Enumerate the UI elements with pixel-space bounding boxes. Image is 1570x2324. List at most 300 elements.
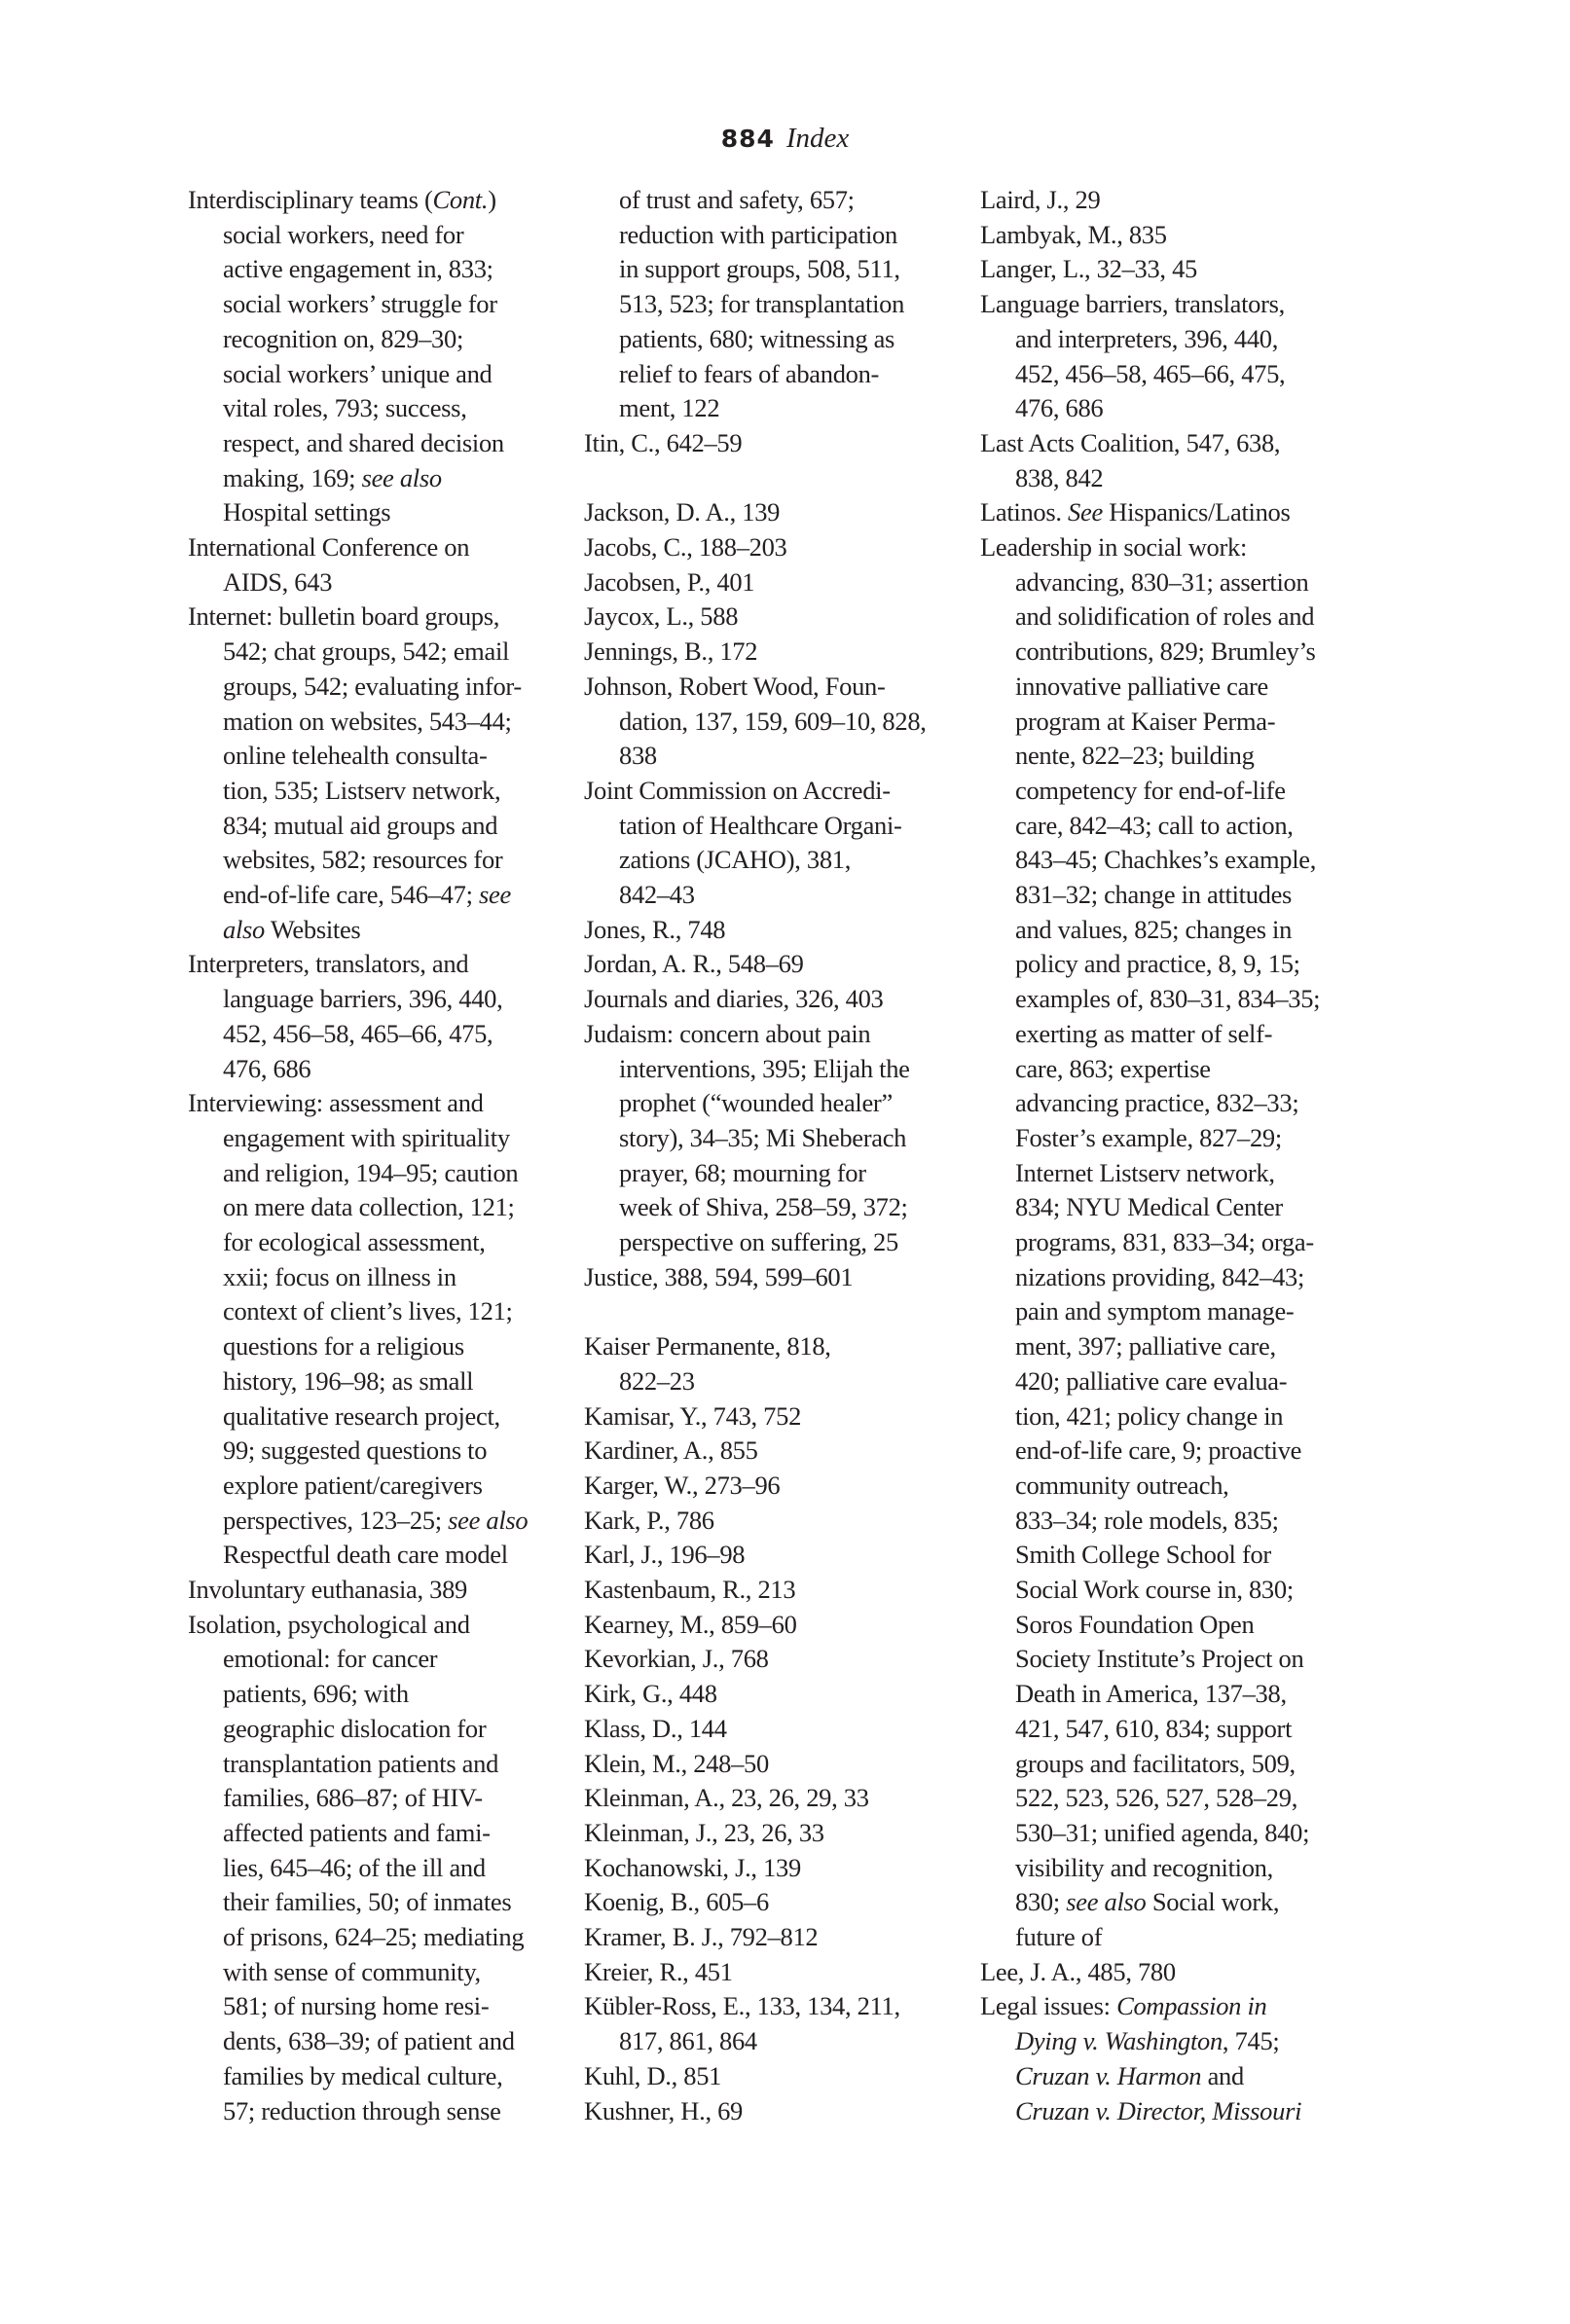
index-subentry-line <box>619 738 657 773</box>
index-subentry-line <box>223 773 500 808</box>
index-entry-line <box>584 634 757 669</box>
entry-text: Kochanowski, J., 139 <box>584 1852 801 1882</box>
index-subentry-line <box>223 669 522 704</box>
italic-text: Cruzan v. Harmon <box>1015 2060 1202 2090</box>
index-entry-line <box>584 1676 717 1711</box>
index-subentry-line <box>223 912 360 947</box>
entry-text: explore patient/caregivers <box>223 1470 483 1500</box>
index-subentry-line <box>1015 564 1308 599</box>
index-subentry-line <box>1015 981 1320 1016</box>
entry-text: tation of Healthcare Organi- <box>619 810 902 840</box>
entry-text: families by medical culture, <box>223 2060 503 2090</box>
entry-text: pain and symptom manage- <box>1015 1296 1295 1326</box>
entry-text: social workers’ unique and <box>223 358 493 388</box>
index-subentry-line <box>223 1189 515 1224</box>
index-subentry-line <box>223 1815 491 1850</box>
index-subentry-line <box>1015 460 1103 495</box>
entry-text: 513, 523; for transplantation <box>619 289 905 319</box>
entry-text: Jacobsen, P., 401 <box>584 566 755 597</box>
index-subentry-line <box>619 286 904 321</box>
entry-text: 530–31; unified agenda, 840; <box>1015 1817 1310 1847</box>
entry-text: end-of-life care, 546–47; <box>223 880 479 909</box>
entry-text: Death in America, 137–38, <box>1015 1679 1287 1709</box>
index-subentry-line <box>1015 1850 1273 1885</box>
entry-text: AIDS, 643 <box>223 566 333 597</box>
index-entry-line <box>584 1607 797 1642</box>
index-subentry-line <box>1015 1259 1304 1294</box>
index-entry-line <box>980 1954 1176 1989</box>
entry-text: perspective on suffering, 25 <box>619 1227 898 1256</box>
entry-text: ) <box>488 185 496 214</box>
index-subentry-line <box>619 217 897 252</box>
index-entry-line <box>584 1398 801 1434</box>
index-subentry-line <box>1015 669 1268 704</box>
index-entry-line <box>584 425 742 460</box>
index-subentry-line <box>619 842 851 877</box>
entry-text: care, 863; expertise <box>1015 1053 1211 1083</box>
index-entry-line <box>980 251 1197 286</box>
index-entry-line <box>584 773 891 808</box>
entry-text: 838, 842 <box>1015 462 1104 492</box>
entry-text: community outreach, <box>1015 1470 1229 1500</box>
entry-text: history, 196–98; as small <box>223 1365 474 1396</box>
index-subentry-line <box>1015 1293 1294 1328</box>
index-subentry-line <box>1015 1051 1211 1086</box>
index-subentry-line <box>1015 1398 1283 1434</box>
index-entry-line <box>584 1815 824 1850</box>
index-subentry-line <box>223 1746 498 1781</box>
index-entry-line <box>584 1850 801 1885</box>
index-subentry-line <box>223 1884 511 1919</box>
entry-text: perspectives, 123–25; <box>223 1505 449 1535</box>
entry-text: 817, 861, 864 <box>619 2026 757 2056</box>
index-entry-line <box>584 2058 721 2093</box>
index-subentry-line <box>223 1954 481 1989</box>
italic-text: See <box>1068 497 1103 527</box>
italic-text: see also <box>361 462 442 492</box>
italic-text: see <box>478 880 511 909</box>
index-subentry-line <box>1015 1884 1279 1919</box>
index-entry-line <box>584 1537 745 1572</box>
entry-text: examples of, 830–31, 834–35; <box>1015 984 1321 1014</box>
entry-text: ment, 397; palliative care, <box>1015 1331 1276 1362</box>
entry-text: Kuhl, D., 851 <box>584 2060 722 2090</box>
index-entry-line <box>584 1503 714 1538</box>
entry-text: prophet (“wounded healer” <box>619 1088 893 1118</box>
index-subentry-line <box>223 634 509 669</box>
index-subentry-line <box>1015 1711 1292 1746</box>
index-subentry-line <box>1015 634 1316 669</box>
entry-text: and solidification of roles and <box>1015 601 1315 632</box>
entry-text: websites, 582; resources for <box>223 845 503 875</box>
entry-text: Karger, W., 273–96 <box>584 1470 781 1500</box>
index-subentry-line <box>223 460 442 495</box>
index-subentry-line <box>1015 1676 1287 1711</box>
entry-text: social workers, need for <box>223 219 464 249</box>
entry-text: Johnson, Robert Wood, Foun- <box>584 671 886 701</box>
index-subentry-line <box>223 1503 528 1538</box>
entry-text: Judaism: concern about pain <box>584 1018 871 1048</box>
entry-text: Legal issues: <box>980 1991 1117 2021</box>
index-subentry-line <box>619 2023 757 2058</box>
index-entry-line <box>980 286 1285 321</box>
entry-text: groups, 542; evaluating infor- <box>223 671 522 701</box>
entry-text: online telehealth consulta- <box>223 741 488 771</box>
index-entry-line <box>584 1468 780 1503</box>
entry-text: of trust and safety, 657; <box>619 185 855 214</box>
entry-text: Kirk, G., 448 <box>584 1679 717 1709</box>
entry-text: 834; NYU Medical Center <box>1015 1192 1283 1222</box>
entry-text: Jordan, A. R., 548–69 <box>584 949 804 979</box>
entry-text: questions for a religious <box>223 1331 464 1362</box>
index-subentry-line <box>223 1016 493 1051</box>
entry-text: Internet: bulletin board groups, <box>188 601 500 632</box>
entry-text: Language barriers, translators, <box>980 289 1285 319</box>
index-subentry-line <box>1015 390 1103 425</box>
index-subentry-line <box>223 1850 486 1885</box>
entry-text: vital roles, 793; success, <box>223 393 467 423</box>
entry-text: respect, and shared decision <box>223 427 504 457</box>
index-subentry-line <box>1015 2023 1280 2058</box>
index-subentry-line <box>1015 1120 1282 1155</box>
entry-text: transplantation patients and <box>223 1748 499 1778</box>
index-subentry-line <box>223 981 502 1016</box>
entry-text: engagement with spirituality <box>223 1122 510 1152</box>
entry-text: Kaiser Permanente, 818, <box>584 1331 831 1362</box>
index-entry-line <box>584 1988 900 2023</box>
entry-text: 421, 547, 610, 834; support <box>1015 1713 1293 1743</box>
index-subentry-line <box>223 1259 456 1294</box>
page-number: 884 <box>720 125 775 153</box>
entry-text: 476, 686 <box>1015 393 1104 423</box>
index-subentry-line <box>223 494 390 529</box>
entry-text: nente, 822–23; building <box>1015 741 1255 771</box>
entry-text: Leadership in social work: <box>980 532 1248 562</box>
index-subentry-line <box>223 356 493 391</box>
entry-text: Jones, R., 748 <box>584 914 726 944</box>
entry-text: zations (JCAHO), 381, <box>619 845 852 875</box>
entry-text: Smith College School for <box>1015 1540 1271 1570</box>
index-subentry-line <box>223 704 512 739</box>
index-subentry-line <box>1015 1780 1297 1815</box>
entry-text: 581; of nursing home resi- <box>223 1991 490 2021</box>
entry-text: Hispanics/Latinos <box>1102 497 1291 527</box>
entry-text: Itin, C., 642–59 <box>584 427 743 457</box>
index-subentry-line <box>223 1293 513 1328</box>
index-subentry-line <box>1015 1607 1254 1642</box>
index-subentry-line <box>1015 1224 1314 1259</box>
index-entry-line <box>188 529 469 564</box>
entry-text: nizations providing, 842–43; <box>1015 1261 1305 1291</box>
index-subentry-line <box>223 1676 409 1711</box>
index-entry-line <box>584 1641 769 1676</box>
index-subentry-line <box>223 1537 508 1572</box>
entry-text: 420; palliative care evalua- <box>1015 1365 1288 1396</box>
entry-text: 522, 523, 526, 527, 528–29, <box>1015 1783 1298 1813</box>
entry-text: mation on websites, 543–44; <box>223 706 512 736</box>
index-entry-line <box>584 494 780 529</box>
index-subentry-line <box>223 1988 489 2023</box>
index-entry-line <box>584 1780 869 1815</box>
entry-text: Journals and diaries, 326, 403 <box>584 984 884 1014</box>
entry-text: Kushner, H., 69 <box>584 2095 743 2125</box>
index-entry-line <box>584 1433 758 1468</box>
entry-text: tion, 535; Listserv network, <box>223 775 501 805</box>
italic-text: also <box>223 914 265 944</box>
entry-text: Kevorkian, J., 768 <box>584 1644 769 1674</box>
entry-text: Kark, P., 786 <box>584 1505 714 1535</box>
index-subentry-line <box>1015 2093 1301 2128</box>
index-entry-line <box>584 1572 795 1607</box>
entry-text: Jaycox, L., 588 <box>584 601 739 632</box>
section-title: Index <box>785 123 850 154</box>
index-subentry-line <box>619 356 879 391</box>
index-subentry-line <box>223 1780 483 1815</box>
entry-text: Social Work course in, 830; <box>1015 1575 1294 1604</box>
index-subentry-line <box>619 877 695 912</box>
entry-text: International Conference on <box>188 532 470 562</box>
entry-text: 842–43 <box>619 880 695 909</box>
entry-text: 831–32; change in attitudes <box>1015 880 1293 909</box>
index-entry-line <box>188 946 468 981</box>
entry-text: Lee, J. A., 485, 780 <box>980 1956 1176 1986</box>
index-entry-line <box>584 1711 727 1746</box>
entry-text: Justice, 388, 594, 599–601 <box>584 1261 854 1291</box>
index-entry-line <box>584 1954 733 1989</box>
index-subentry-line <box>223 564 332 599</box>
entry-text: recognition on, 829–30; <box>223 323 464 353</box>
index-subentry-line <box>223 877 511 912</box>
entry-text: Isolation, psychological and <box>188 1609 470 1639</box>
entry-text: Kreier, R., 451 <box>584 1956 733 1986</box>
italic-text: Dying v. Washington <box>1015 2026 1223 2056</box>
entry-text: qualitative research project, <box>223 1400 500 1431</box>
entry-text: xxii; focus on illness in <box>223 1261 456 1291</box>
index-subentry-line <box>619 808 902 843</box>
index-subentry-line <box>1015 912 1292 947</box>
index-subentry-line <box>1015 321 1278 356</box>
italic-text: Cruzan v. Director, Missouri <box>1015 2095 1302 2125</box>
entry-text: reduction with participation <box>619 219 897 249</box>
entry-text: emotional: for cancer <box>223 1644 438 1674</box>
index-entry-line <box>980 1988 1266 2023</box>
entry-text: policy and practice, 8, 9, 15; <box>1015 949 1300 979</box>
entry-text: and interpreters, 396, 440, <box>1015 323 1279 353</box>
index-subentry-line <box>619 182 855 217</box>
entry-text: exerting as matter of self- <box>1015 1018 1273 1048</box>
index-subentry-line <box>1015 1189 1283 1224</box>
index-subentry-line <box>1015 599 1314 634</box>
index-entry-line <box>584 529 787 564</box>
index-subentry-line <box>1015 1328 1276 1363</box>
entry-text: 542; chat groups, 542; email <box>223 636 510 667</box>
entry-text: 834; mutual aid groups and <box>223 810 498 840</box>
entry-text: 833–34; role models, 835; <box>1015 1505 1279 1535</box>
index-entry-line <box>584 1016 870 1051</box>
index-subentry-line <box>1015 738 1255 773</box>
entry-text: Social work, <box>1146 1887 1280 1917</box>
entry-text: Kardiner, A., 855 <box>584 1435 758 1466</box>
entry-text: on mere data collection, 121; <box>223 1192 515 1222</box>
entry-text: competency for end-of-life <box>1015 775 1286 805</box>
index-subentry-line <box>223 1468 483 1503</box>
entry-text: Jacobs, C., 188–203 <box>584 532 787 562</box>
entry-text: in support groups, 508, 511, <box>619 254 900 284</box>
entry-text: groups and facilitators, 509, <box>1015 1748 1296 1778</box>
index-subentry-line <box>223 2058 502 2093</box>
index-subentry-line <box>223 1919 524 1954</box>
index-subentry-line <box>223 1051 310 1086</box>
entry-text: of prisons, 624–25; mediating <box>223 1922 525 1951</box>
entry-text: and religion, 194–95; caution <box>223 1157 519 1187</box>
entry-text: Langer, L., 32–33, 45 <box>980 254 1197 284</box>
index-subentry-line <box>619 704 927 739</box>
entry-text: Interdisciplinary teams ( <box>188 185 433 214</box>
entry-text: Kearney, M., 859–60 <box>584 1609 797 1639</box>
entry-text: Laird, J., 29 <box>980 185 1101 214</box>
entry-text: prayer, 68; mourning for <box>619 1157 866 1187</box>
index-entry-line <box>980 494 1291 529</box>
entry-text: Interpreters, translators, and <box>188 949 469 979</box>
index-subentry-line <box>223 321 463 356</box>
index-entry-line <box>584 1328 831 1363</box>
entry-text: affected patients and fami- <box>223 1817 491 1847</box>
entry-text: with sense of community, <box>223 1956 481 1986</box>
index-subentry-line <box>223 738 488 773</box>
index-subentry-line <box>1015 1815 1309 1850</box>
index-subentry-line <box>223 1641 437 1676</box>
entry-text: 843–45; Chachkes’s example, <box>1015 845 1317 875</box>
index-subentry-line <box>223 1224 486 1259</box>
index-subentry-line <box>1015 704 1275 739</box>
index-subentry-line <box>619 1224 898 1259</box>
index-entry-line <box>584 946 804 981</box>
entry-text: advancing, 830–31; assertion <box>1015 566 1309 597</box>
index-entry-line <box>584 981 883 1016</box>
index-subentry-line <box>223 1155 518 1190</box>
index-entry-line <box>188 182 496 217</box>
entry-text: and <box>1201 2060 1244 2090</box>
index-entry-line <box>980 529 1247 564</box>
entry-text: geographic dislocation for <box>223 1713 487 1743</box>
entry-text: patients, 680; witnessing as <box>619 323 895 353</box>
entry-text: families, 686–87; of HIV- <box>223 1783 483 1813</box>
entry-text: Kramer, B. J., 792–812 <box>584 1922 819 1951</box>
index-subentry-line <box>1015 356 1285 391</box>
entry-text: Kastenbaum, R., 213 <box>584 1575 796 1604</box>
index-subentry-line <box>1015 1572 1294 1607</box>
index-subentry-line <box>619 1155 866 1190</box>
index-subentry-line <box>1015 2058 1244 2093</box>
index-subentry-line <box>1015 1085 1298 1120</box>
index-entry-line <box>188 1572 467 1607</box>
entry-text: context of client’s lives, 121; <box>223 1296 513 1326</box>
entry-text: 452, 456–58, 465–66, 475, <box>223 1018 493 1048</box>
index-entry-line <box>188 1607 470 1642</box>
entry-text: 99; suggested questions to <box>223 1435 488 1466</box>
entry-text: 476, 686 <box>223 1053 311 1083</box>
italic-text: see also <box>1066 1887 1147 1917</box>
italic-text: Compassion in <box>1116 1991 1267 2021</box>
entry-text: their families, 50; of inmates <box>223 1887 512 1917</box>
entry-text: story), 34–35; Mi Sheberach <box>619 1122 907 1152</box>
entry-text: Websites <box>264 914 361 944</box>
entry-text: Last Acts Coalition, 547, 638, <box>980 427 1281 457</box>
index-subentry-line <box>1015 1537 1271 1572</box>
entry-text: contributions, 829; Brumley’s <box>1015 636 1316 667</box>
entry-text: program at Kaiser Perma- <box>1015 706 1276 736</box>
index-subentry-line <box>1015 1016 1272 1051</box>
entry-text: interventions, 395; Elijah the <box>619 1053 910 1083</box>
entry-text: Kleinman, A., 23, 26, 29, 33 <box>584 1783 869 1813</box>
entry-text: Jennings, B., 172 <box>584 636 758 667</box>
index-subentry-line <box>1015 877 1292 912</box>
entry-text: Latinos. <box>980 497 1069 527</box>
index-subentry-line <box>619 1363 695 1398</box>
entry-text: ment, 122 <box>619 393 720 423</box>
index-subentry-line <box>1015 1155 1275 1190</box>
index-subentry-line <box>223 251 493 286</box>
entry-text: 830; <box>1015 1887 1067 1917</box>
index-subentry-line <box>1015 1433 1301 1468</box>
index-subentry-line <box>1015 842 1316 877</box>
index-entry-line <box>584 1259 853 1294</box>
entry-text: relief to fears of abandon- <box>619 358 880 388</box>
entry-text: 452, 456–58, 465–66, 475, <box>1015 358 1286 388</box>
index-subentry-line <box>619 390 719 425</box>
entry-text: Kamisar, Y., 743, 752 <box>584 1400 802 1431</box>
entry-text: programs, 831, 833–34; orga- <box>1015 1227 1314 1256</box>
index-subentry-line <box>619 251 900 286</box>
entry-text: Respectful death care model <box>223 1540 508 1570</box>
entry-text: social workers’ struggle for <box>223 289 497 319</box>
entry-text: Foster’s example, 827–29; <box>1015 1122 1282 1152</box>
index-subentry-line <box>223 842 502 877</box>
entry-text: Klass, D., 144 <box>584 1713 727 1743</box>
index-subentry-line <box>619 1120 906 1155</box>
running-head <box>0 123 1570 155</box>
index-subentry-line <box>223 2023 515 2058</box>
entry-text: 57; reduction through sense <box>223 2095 501 2125</box>
entry-text: patients, 696; with <box>223 1679 409 1709</box>
index-subentry-line <box>1015 1468 1229 1503</box>
index-subentry-line <box>223 390 467 425</box>
entry-text: visibility and recognition, <box>1015 1852 1273 1882</box>
entry-text: Karl, J., 196–98 <box>584 1540 746 1570</box>
entry-text: innovative palliative care <box>1015 671 1269 701</box>
index-subentry-line <box>223 808 497 843</box>
entry-text: Lambyak, M., 835 <box>980 219 1167 249</box>
entry-text: Kleinman, J., 23, 26, 33 <box>584 1817 824 1847</box>
index-entry-line <box>188 599 499 634</box>
entry-text: Klein, M., 248–50 <box>584 1748 769 1778</box>
entry-text: 822–23 <box>619 1365 695 1396</box>
entry-text: dents, 638–39; of patient and <box>223 2026 515 2056</box>
index-subentry-line <box>223 1120 510 1155</box>
index-subentry-line <box>223 217 463 252</box>
entry-text: Koenig, B., 605–6 <box>584 1887 769 1917</box>
index-subentry-line <box>1015 1363 1287 1398</box>
entry-text: making, 169; <box>223 462 362 492</box>
index-subentry-line <box>223 1363 473 1398</box>
index-entry-line <box>980 182 1100 217</box>
entry-text: dation, 137, 159, 609–10, 828, <box>619 706 927 736</box>
entry-text: end-of-life care, 9; proactive <box>1015 1435 1302 1466</box>
index-subentry-line <box>1015 1641 1303 1676</box>
entry-text: Jackson, D. A., 139 <box>584 497 781 527</box>
entry-text: , 745; <box>1222 2026 1280 2056</box>
entry-text: future of <box>1015 1922 1103 1951</box>
